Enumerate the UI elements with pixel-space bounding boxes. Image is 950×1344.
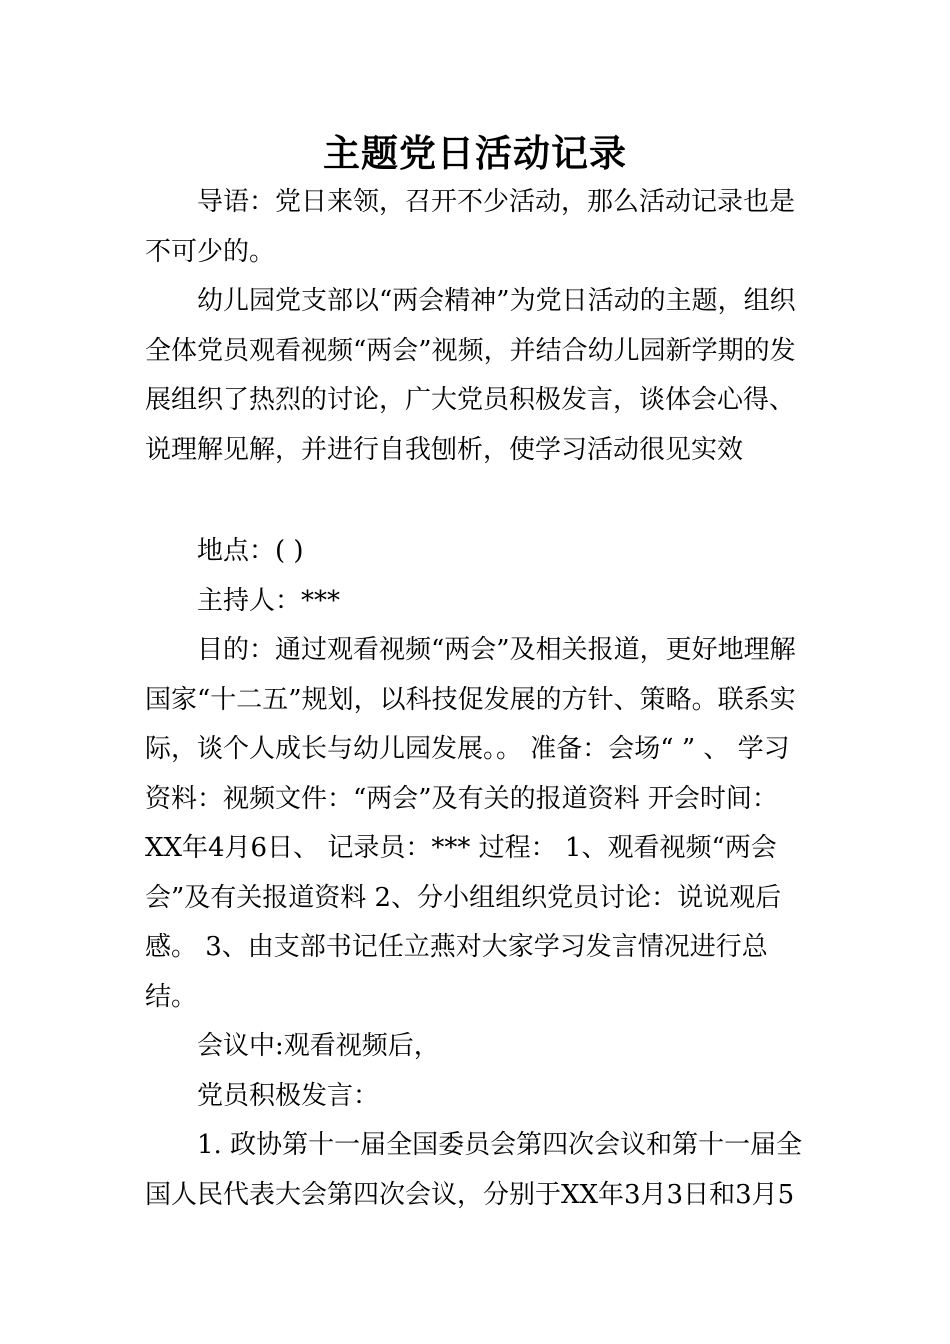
meeting-line: 会议中:观看视频后， — [197, 1031, 440, 1061]
speeches-line: 党员积极发言： — [197, 1080, 380, 1111]
location-line: 地点：( ) — [197, 536, 304, 566]
document-title: 主题党日活动记录 — [323, 131, 627, 175]
intro-paragraph: 导语：党日来领，召开不少活动，那么活动记录也是不可少的。 — [145, 187, 796, 267]
paragraph-spacer — [145, 475, 810, 527]
purpose-paragraph: 目的：通过观看视频“两会”及相关报道，更好地理解国家“十二五”规划，以科技促发展的方针、策略。联系实际，谈个人成长与幼儿园发展。。 准备：会场“ ” 、 学习资料：视频文件：“两会”及有关的报道资料 开会时间：XX年4月6日、 记录员：*** 过程： 1、观看视频“两会会”及有关报道资料 2、分小组组织党员讨论：说说观后感。 3、由支部书记任立燕对大家学习发言情况进行总结。 — [145, 635, 796, 1012]
list-item-1: 1. 政协第十一届全国委员会第四次会议和第十一届全国人民代表大会第四次会议，分别于XX年3月3日和3月5 — [145, 1130, 803, 1210]
document-body — [145, 178, 810, 1220]
theme-paragraph: 幼儿园党支部以“两会精神”为党日活动的主题，组织全体党员观看视频“两会”视频，并结合幼儿园新学期的发展组织了热烈的讨论，广大党员积极发言，谈体会心得、说理解见解，并进行自我刨析，使学习活动很见实效 — [145, 286, 796, 465]
host-line: 主持人：*** — [197, 585, 341, 616]
